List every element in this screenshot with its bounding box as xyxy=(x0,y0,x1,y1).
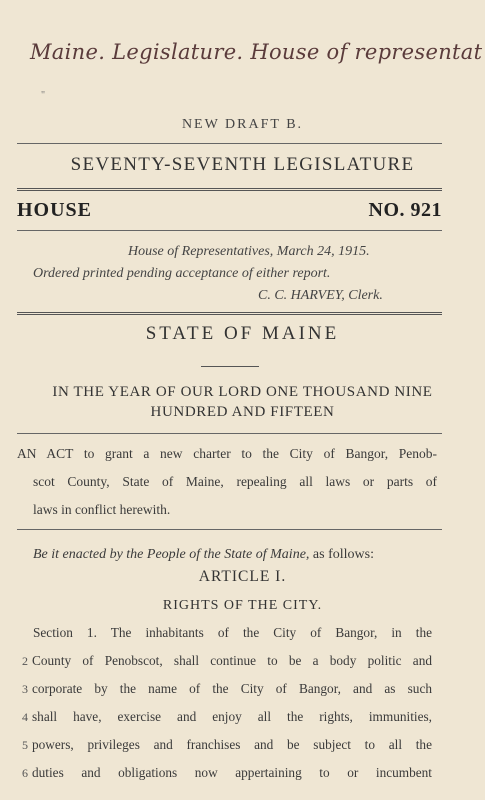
clerk-signature-line: C. C. HARVEY, Clerk. xyxy=(258,288,383,303)
legislature-double-rule xyxy=(17,188,442,191)
section-line-text: duties and obligations now appertaining to or incumbent xyxy=(32,765,432,780)
state-title: STATE OF MAINE xyxy=(145,323,340,344)
line-number: 4 xyxy=(22,710,28,724)
line-number: 2 xyxy=(22,654,28,668)
section-line-text: Section 1. The inhabitants of the City of Bangor, in the xyxy=(33,625,432,640)
enacting-clause-rest: as follows: xyxy=(309,547,374,562)
top-rule xyxy=(17,143,442,144)
act-title-line-3: laws in conflict herewith. xyxy=(33,502,171,517)
draft-label: NEW DRAFT B. xyxy=(181,117,304,132)
act-title-line-2: scot County, State of Maine, repealing all laws or parts of xyxy=(33,474,437,489)
act-rule xyxy=(17,529,442,530)
section-line-text: powers, privileges and franchises and be subject to all the xyxy=(32,737,432,752)
line-number: 6 xyxy=(22,766,28,780)
section-line-text: shall have, exercise and enjoy all the rights, immunities, xyxy=(32,709,432,724)
section-line-text: County of Penobscot, shall continue to be a body politic and xyxy=(32,653,432,668)
chamber-label: HOUSE xyxy=(17,199,93,221)
enacting-clause xyxy=(33,547,374,563)
state-short-rule xyxy=(201,366,259,367)
year-line-2: HUNDRED AND FIFTEEN xyxy=(150,404,335,420)
section-line-2 xyxy=(22,653,432,669)
line-number: 5 xyxy=(22,738,28,752)
section-line-4 xyxy=(22,709,432,725)
order-printed-line: Ordered printed pending acceptance of either report. xyxy=(33,266,331,281)
enacting-clause-italic: Be it enacted by the People of the State of Maine, xyxy=(33,547,310,562)
document-number: NO. 921 xyxy=(368,199,442,221)
line-number: 3 xyxy=(22,682,28,696)
order-date-line: House of Representatives, March 24, 1915. xyxy=(128,244,370,259)
ditto-mark: " xyxy=(41,90,46,101)
order-double-rule xyxy=(17,312,442,315)
article-subheading: RIGHTS OF THE CITY. xyxy=(162,598,323,613)
section-line-6 xyxy=(22,765,432,781)
year-rule xyxy=(17,433,442,434)
legislature-title: SEVENTY-SEVENTH LEGISLATURE xyxy=(70,154,415,175)
act-title-line-1: AN ACT to grant a new charter to the City of Bangor, Penob- xyxy=(17,446,437,461)
chamber-rule xyxy=(17,230,442,231)
section-line-text: corporate by the name of the City of Bangor, and as such xyxy=(32,681,432,696)
year-line-1: IN THE YEAR OF OUR LORD ONE THOUSAND NINE xyxy=(52,384,433,400)
section-line-3 xyxy=(22,681,432,697)
article-heading: ARTICLE I. xyxy=(198,568,287,585)
section-line-5 xyxy=(22,737,432,753)
handwritten-catalog-note: Maine. Legislature. House of representat xyxy=(30,40,483,64)
section-line-1 xyxy=(33,625,432,641)
